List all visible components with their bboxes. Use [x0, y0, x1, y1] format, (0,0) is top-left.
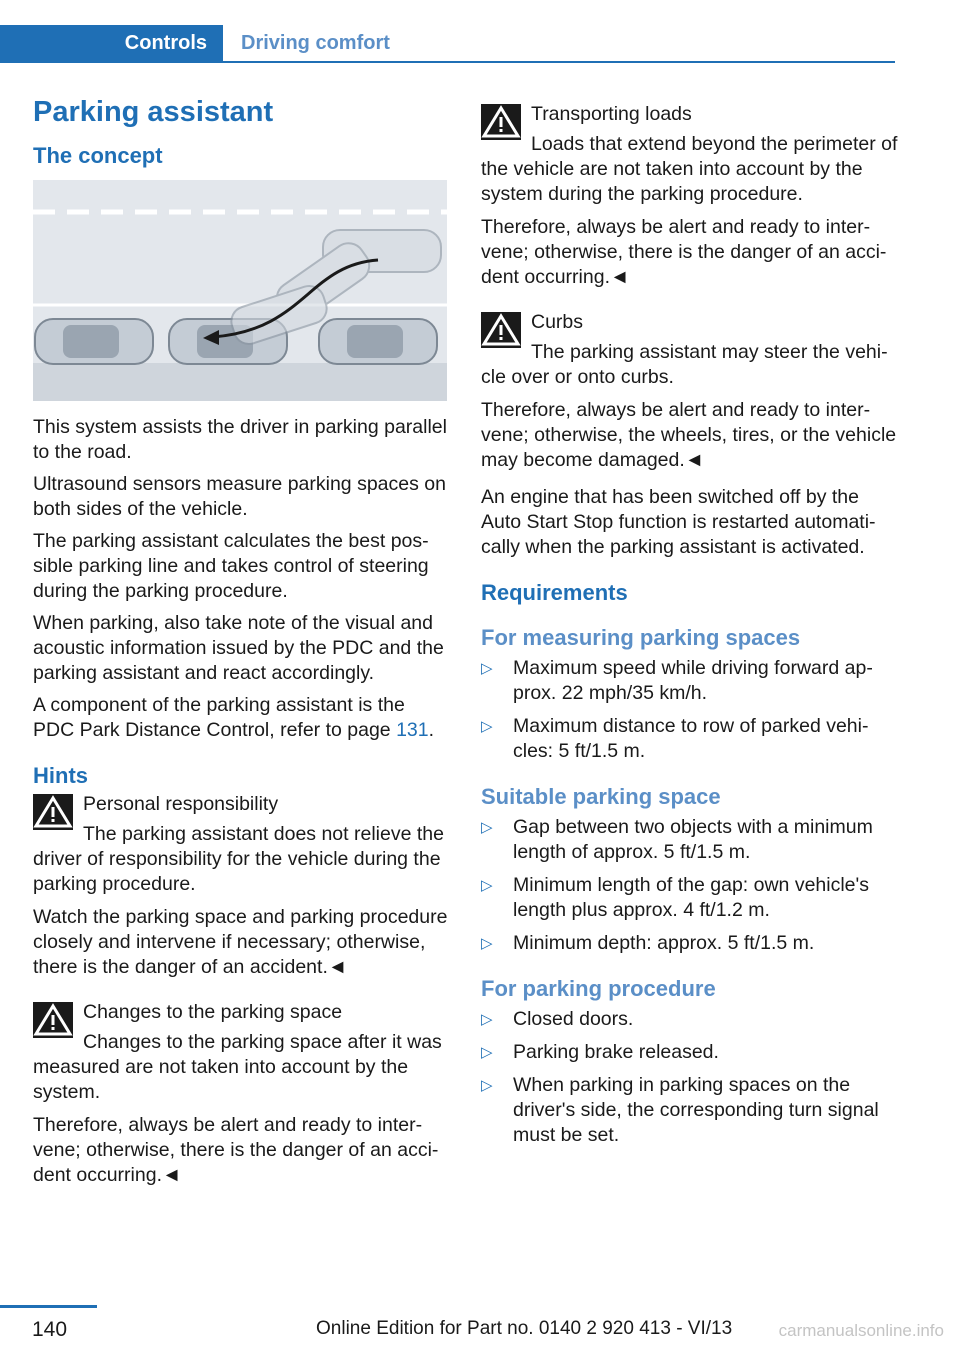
triangle-bullet-icon: ▷: [481, 1011, 493, 1028]
triangle-bullet-icon: ▷: [481, 935, 493, 952]
list-item-text: Maximum distance to row of parked vehicles: 5 ft/1.5 m.: [513, 715, 869, 762]
list-item-text: Gap between two objects with a minimum length of approx. 5 ft/1.5 m.: [513, 816, 873, 863]
warning-extra: Therefore, always be alert and ready to intervene; otherwise, the wheels, tires, or the vehicle may become damaged.◄: [481, 399, 897, 471]
edition-text: Online Edition for Part no. 0140 2 920 413 - VI/13: [316, 1318, 733, 1339]
list-item-text: Minimum depth: approx. 5 ft/1.5 m.: [513, 932, 815, 954]
page-link-131[interactable]: 131: [396, 719, 429, 741]
parking-diagram-graphic: [33, 180, 447, 401]
list-item-text: Parking brake released.: [513, 1041, 719, 1063]
warning-title: Curbs: [531, 311, 584, 333]
warning-body: The parking assistant may steer the vehicle over or onto curbs.: [481, 341, 888, 388]
triangle-bullet-icon: ▷: [481, 1077, 493, 1094]
car-right-icon: [319, 319, 437, 364]
warning-transporting-loads: [481, 102, 899, 207]
right-column: [481, 102, 899, 1156]
hints-heading: Hints: [33, 763, 88, 788]
list-item-text: When parking in parking spaces on the driver's side, the corresponding turn signal must be set.: [513, 1074, 879, 1146]
list-item: [481, 815, 899, 865]
procedure-heading: For parking procedure: [481, 976, 716, 1001]
warning-triangle-icon: [481, 312, 521, 348]
list-item: [481, 931, 899, 956]
warning-body: Changes to the parking space after it was measured are not taken into account by the system.: [33, 1031, 442, 1103]
list-item-text: Maximum speed while driving forward approx. 22 mph/35 km/h.: [513, 657, 873, 704]
parking-illustration: [33, 180, 447, 401]
list-item: [481, 1073, 899, 1148]
requirements-heading: Requirements: [481, 580, 628, 605]
page-number: 140: [32, 1318, 68, 1341]
concept-paragraph-2: Ultrasound sensors measure parking spaces on both sides of the vehicle.: [33, 473, 446, 520]
concept-paragraph-1: This system assists the driver in parking parallel to the road.: [33, 416, 447, 463]
warning-title: Transporting loads: [531, 103, 692, 125]
component-text: A component of the parking assistant is the PDC Park Distance Control, refer to page: [33, 694, 405, 741]
warning-extra: Therefore, always be alert and ready to intervene; otherwise, there is the danger of an accident occurring.◄: [481, 216, 887, 288]
car-left-icon: [35, 319, 153, 364]
warning-triangle-icon: [33, 1002, 73, 1038]
warning-triangle-icon: [481, 104, 521, 140]
component-paragraph: [33, 693, 451, 743]
list-item: [481, 1040, 899, 1065]
warning-personal-responsibility: [33, 792, 451, 897]
list-item-text: Closed doors.: [513, 1008, 634, 1030]
warning-extra: Watch the parking space and parking procedure closely and intervene if necessary; otherwise, there is the danger of an accident.◄: [33, 906, 448, 978]
concept-heading: The concept: [33, 143, 163, 168]
triangle-bullet-icon: ▷: [481, 660, 493, 677]
auto-start-stop-paragraph: An engine that has been switched off by the Auto Start Stop function is restarted automatically when the parking assistant is activated.: [481, 486, 876, 558]
warning-title: Personal responsibility: [83, 793, 279, 815]
warning-body: Loads that extend beyond the perimeter of the vehicle are not taken into account by the system during the parking procedure.: [481, 133, 898, 205]
header-bar: [0, 25, 895, 63]
tab-driving-comfort[interactable]: Driving comfort: [241, 32, 390, 54]
warning-curbs: [481, 310, 899, 390]
warning-changes-parking-space: [33, 1000, 451, 1105]
warning-body: The parking assistant does not relieve the driver of responsibility for the vehicle during the parking procedure.: [33, 823, 444, 895]
warning-title: Changes to the parking space: [83, 1001, 343, 1023]
suitable-heading: Suitable parking space: [481, 784, 721, 809]
list-item: [481, 873, 899, 923]
warning-extra: Therefore, always be alert and ready to intervene; otherwise, there is the danger of an accident occurring.◄: [33, 1114, 439, 1186]
triangle-bullet-icon: ▷: [481, 819, 493, 836]
list-item: [481, 714, 899, 764]
list-item-text: Minimum length of the gap: own vehicle's length plus approx. 4 ft/1.2 m.: [513, 874, 869, 921]
concept-paragraph-4: When parking, also take note of the visual and acoustic information issued by the PDC and the parking assistant and react accordingly.: [33, 612, 444, 684]
watermark: carmanualsonline.info: [778, 1321, 944, 1340]
measuring-heading: For measuring parking spaces: [481, 625, 801, 650]
page-title: Parking assistant: [33, 96, 274, 128]
triangle-bullet-icon: ▷: [481, 1044, 493, 1061]
warning-triangle-icon: [33, 794, 73, 830]
component-end: .: [428, 719, 435, 741]
triangle-bullet-icon: ▷: [481, 877, 493, 894]
footer-accent-line: [0, 1305, 97, 1308]
list-item: [481, 656, 899, 706]
list-item: [481, 1007, 899, 1032]
concept-paragraph-3: The parking assistant calculates the best possible parking line and takes control of steering during the parking procedure.: [33, 530, 429, 602]
triangle-bullet-icon: ▷: [481, 718, 493, 735]
left-column: [33, 96, 451, 1195]
tab-controls[interactable]: Controls: [0, 25, 223, 61]
